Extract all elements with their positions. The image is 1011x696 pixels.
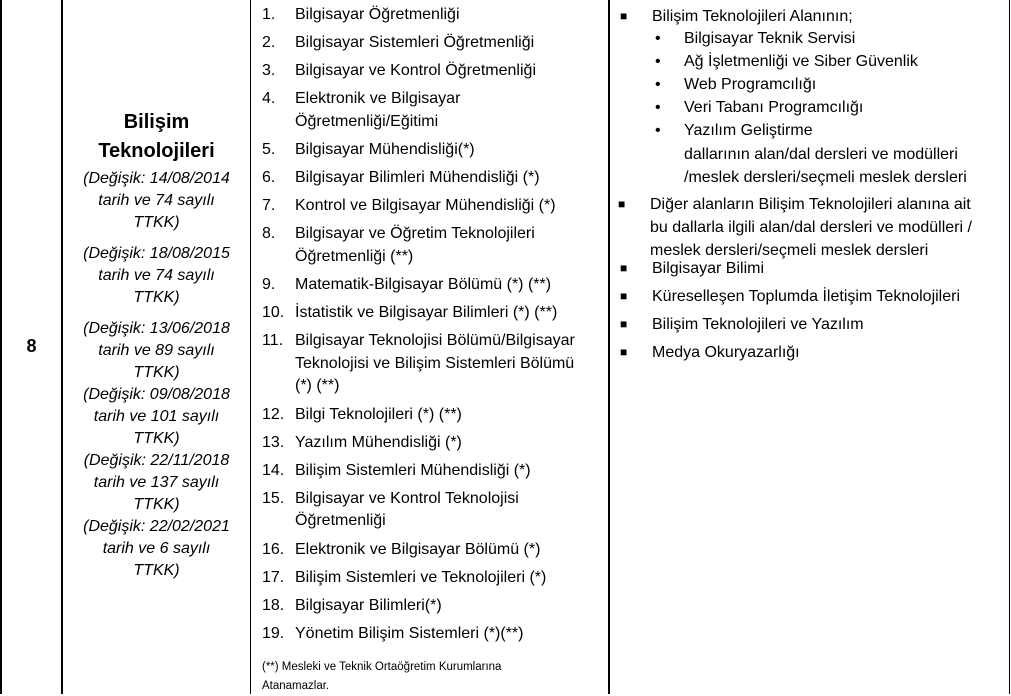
department-number: 16. (262, 540, 285, 558)
department-name-line: Teknolojisi ve Bilişim Sistemleri Bölümü (295, 354, 575, 372)
courses-cell (610, 0, 1009, 694)
department-name (295, 167, 602, 190)
department-name-line: Elektronik ve Bilgisayar Bölümü (*) (295, 540, 541, 558)
department-number: 10. (262, 304, 285, 322)
department-name-line: Öğretmenliği (295, 512, 386, 530)
course-name: Medya Okuryazarlığı (652, 344, 800, 361)
department-name-line: Bilgisayar Sistemleri Öğretmenliği (295, 34, 535, 52)
department-item (262, 195, 602, 218)
square-bullet-icon: ■ (620, 345, 628, 359)
branch-name: Ağ İşletmenliği ve Siber Güvenlik (684, 53, 918, 70)
department-item (262, 223, 602, 268)
column-divider (250, 0, 251, 694)
department-item (262, 167, 602, 190)
department-number: 9. (262, 276, 276, 293)
department-item (262, 139, 602, 162)
department-item (262, 539, 602, 562)
square-bullet-icon: ■ (618, 197, 626, 211)
course-item (620, 285, 1000, 308)
department-name-line: Bilgisayar Teknolojisi Bölümü/Bilgisayar (295, 332, 575, 350)
department-name (295, 330, 602, 398)
branch-item (655, 27, 995, 50)
department-name-line: Bilişim Sistemleri Mühendisliği (*) (295, 461, 531, 479)
department-name (295, 32, 602, 55)
department-number: 11. (262, 332, 284, 350)
course-other-line: meslek dersleri/seçmeli meslek dersleri (650, 242, 929, 259)
amendment-note-line: tarih ve 74 sayılı (98, 192, 215, 209)
department-number: 6. (262, 169, 276, 187)
department-number: 7. (262, 197, 276, 215)
department-number: 14. (262, 461, 285, 479)
table-border-right (1009, 0, 1010, 694)
department-name (295, 302, 602, 325)
department-number: 13. (262, 433, 285, 451)
department-name (295, 539, 602, 562)
department-number: 5. (262, 141, 276, 158)
amendment-note-line: (Değişik: 22/11/2018 (83, 452, 230, 469)
course-item-intro (620, 5, 1000, 28)
square-bullet-icon: ■ (620, 9, 628, 23)
department-item (262, 623, 602, 646)
department-number: 1. (262, 6, 276, 23)
department-number: 4. (262, 90, 276, 108)
dot-bullet-icon: • (655, 30, 661, 47)
course-item (620, 257, 1000, 280)
square-bullet-icon: ■ (620, 261, 628, 275)
department-item (262, 488, 602, 533)
branch-item (655, 50, 995, 73)
course-name: Küreselleşen Toplumda İletişim Teknolojileri (652, 288, 961, 305)
course-name: Bilgisayar Bilimi (652, 260, 765, 277)
amendment-notes (63, 168, 250, 582)
footnote-line: Atanamazlar. (262, 680, 330, 692)
department-name-line: Bilgi Teknolojileri (*) (**) (295, 405, 462, 423)
department-name-line: Bilgisayar Bilimleri Mühendisliği (*) (295, 169, 540, 187)
course-other-line: bu dallarla ilgili alan/dal dersleri ve modülleri / (650, 219, 972, 236)
branch-name: Veri Tabanı Programcılığı (684, 99, 864, 116)
department-item (262, 302, 602, 325)
course-name: Bilişim Teknolojileri ve Yazılım (652, 316, 864, 333)
department-name (295, 623, 602, 646)
course-item (620, 341, 1000, 364)
department-name-line: Öğretmenliği/Eğitimi (295, 112, 439, 130)
branch-name: Yazılım Geliştirme (684, 122, 813, 139)
amendment-note (63, 450, 250, 516)
department-name-line: (*) (**) (295, 377, 340, 395)
department-name (295, 460, 602, 483)
department-item (262, 32, 602, 55)
department-name-line: Elektronik ve Bilgisayar (295, 90, 461, 108)
department-name (295, 88, 602, 133)
footnote-line: (**) Mesleki ve Teknik Ortaöğretim Kurumlarına (262, 661, 502, 673)
department-name (295, 60, 602, 83)
square-bullet-icon: ■ (620, 289, 628, 303)
department-number: 3. (262, 62, 276, 80)
department-number: 12. (262, 405, 285, 423)
dot-bullet-icon: • (655, 99, 661, 116)
department-item (262, 60, 602, 83)
department-name-line: Bilgisayar ve Kontrol Öğretmenliği (295, 62, 536, 80)
department-name-line: Yönetim Bilişim Sistemleri (*)(**) (295, 624, 524, 642)
branch-item (655, 73, 995, 96)
course-intro-text: Bilişim Teknolojileri Alanının; (652, 8, 853, 25)
department-name (295, 567, 602, 590)
field-title-line: Teknolojileri (98, 140, 215, 162)
department-name-line: Bilgisayar Öğretmenliği (295, 6, 460, 23)
branches-tail-line: /meslek dersleri/seçmeli meslek dersleri (684, 169, 967, 186)
department-item (262, 567, 602, 590)
amendment-note-line: (Değişik: 13/06/2018 (83, 320, 230, 337)
department-item (262, 432, 602, 455)
department-name (295, 432, 602, 455)
dot-bullet-icon: • (655, 122, 661, 139)
department-number: 8. (262, 225, 276, 243)
department-name (295, 223, 602, 268)
department-name (295, 195, 602, 218)
department-number: 18. (262, 596, 285, 614)
department-name (295, 139, 602, 162)
amendment-note-line: (Değişik: 18/08/2015 (83, 245, 230, 262)
amendment-note-line: tarih ve 101 sayılı (93, 408, 220, 425)
department-name-line: Kontrol ve Bilgisayar Mühendisliği (*) (295, 197, 556, 215)
department-name-line: Bilgisayar ve Kontrol Teknolojisi (295, 489, 519, 507)
department-name-line: Bilgisayar ve Öğretim Teknolojileri (295, 225, 535, 243)
department-number: 2. (262, 34, 276, 52)
department-name (295, 404, 602, 427)
amendment-note-line: TTKK) (133, 430, 180, 447)
amendment-note-line: tarih ve 74 sayılı (98, 267, 215, 284)
department-name (295, 595, 602, 618)
department-name-line: İstatistik ve Bilgisayar Bilimleri (*) (**) (295, 304, 558, 322)
field-title-line: Bilişim (123, 111, 190, 133)
department-name (295, 274, 602, 297)
department-item (262, 460, 602, 483)
branches-tail-line: dallarının alan/dal dersleri ve modülleri (684, 146, 958, 163)
amendment-note-line: (Değişik: 14/08/2014 (83, 170, 230, 187)
department-name-line: Bilgisayar Mühendisliği(*) (295, 141, 475, 158)
branch-name: Web Programcılığı (684, 76, 817, 93)
branch-name: Bilgisayar Teknik Servisi (684, 30, 856, 47)
square-bullet-icon: ■ (620, 317, 628, 331)
department-name-line: Bilgisayar Bilimleri(*) (295, 596, 442, 614)
department-item (262, 330, 602, 398)
branches-tail (684, 143, 1004, 189)
course-item-other-fields (620, 193, 1000, 262)
course-item (620, 313, 1000, 336)
department-name (295, 488, 602, 533)
course-other-line: Diğer alanların Bilişim Teknolojileri alanına ait (650, 196, 971, 213)
row-number-cell (2, 0, 61, 694)
departments-cell (252, 0, 608, 694)
department-name (295, 4, 602, 27)
amendment-note (63, 243, 250, 309)
branch-item (655, 119, 995, 142)
amendment-note-line: TTKK) (133, 364, 180, 381)
department-item (262, 4, 602, 27)
amendment-note (63, 384, 250, 450)
amendment-note (63, 318, 250, 384)
department-name-line: Matematik-Bilgisayar Bölümü (*) (**) (295, 276, 552, 293)
dot-bullet-icon: • (655, 76, 661, 93)
amendment-note-line: (Değişik: 22/02/2021 (83, 518, 230, 535)
field-cell (63, 0, 250, 694)
amendment-note-line: TTKK) (133, 496, 180, 513)
amendment-note-line: tarih ve 137 sayılı (93, 474, 220, 491)
dot-bullet-icon: • (655, 53, 661, 70)
amendment-note (63, 168, 250, 234)
department-item (262, 404, 602, 427)
department-item (262, 274, 602, 297)
department-name-line: Öğretmenliği (**) (295, 247, 414, 265)
amendment-note-line: tarih ve 6 sayılı (102, 540, 211, 557)
branch-item (655, 96, 995, 119)
department-number: 15. (262, 489, 285, 507)
amendment-note-line: tarih ve 89 sayılı (98, 342, 215, 359)
amendment-note (63, 516, 250, 582)
department-item (262, 595, 602, 618)
field-title (63, 108, 250, 166)
department-number: 19. (262, 624, 285, 642)
department-item (262, 88, 602, 133)
amendment-note-line: TTKK) (133, 562, 180, 579)
department-name-line: Yazılım Mühendisliği (*) (295, 433, 462, 451)
amendment-note-line: (Değişik: 09/08/2018 (83, 386, 230, 403)
amendment-note-line: TTKK) (133, 289, 180, 306)
department-number: 17. (262, 568, 285, 586)
department-name-line: Bilişim Sistemleri ve Teknolojileri (*) (295, 568, 547, 586)
row-number: 8 (26, 336, 37, 356)
amendment-note-line: TTKK) (133, 214, 180, 231)
footnote (262, 658, 602, 696)
